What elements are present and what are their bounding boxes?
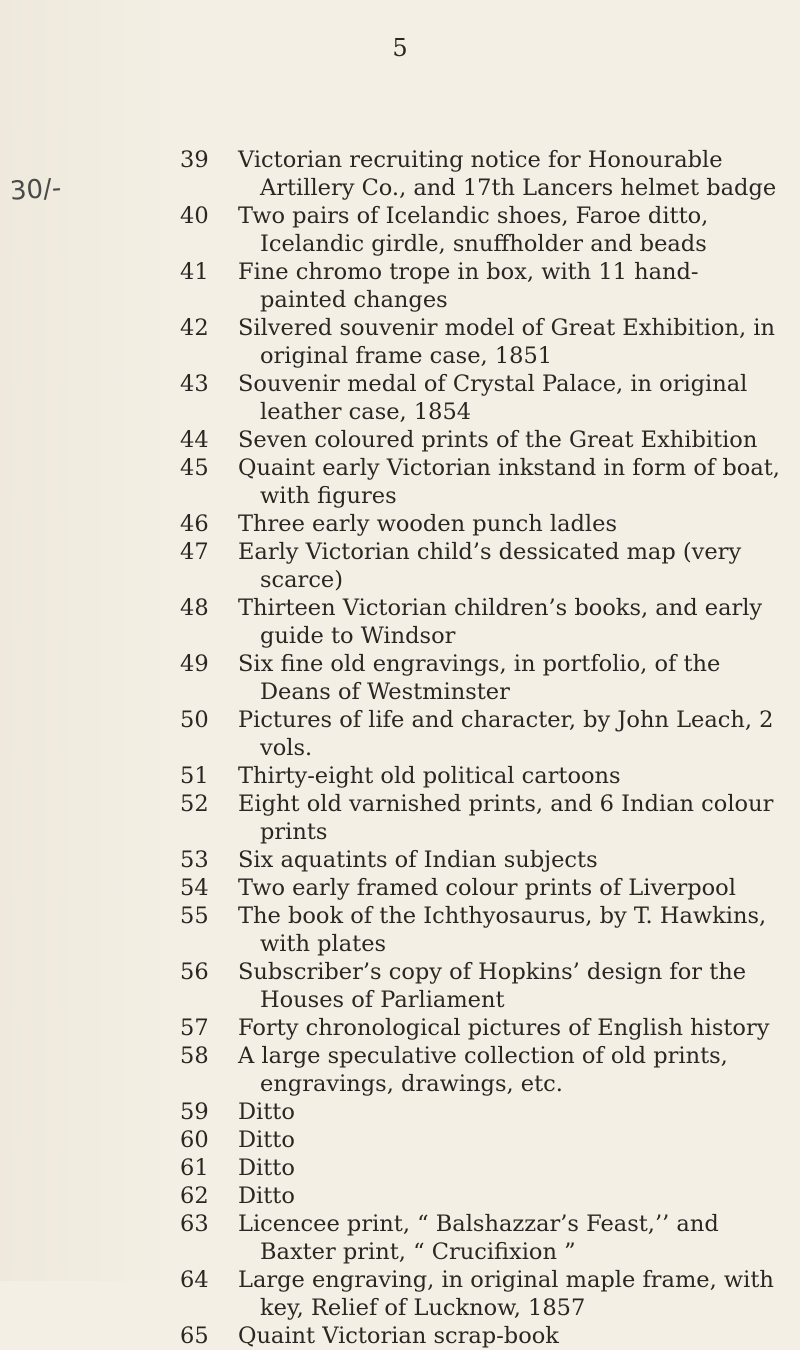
lot-number: 51 <box>180 763 209 789</box>
lot-number: 46 <box>180 511 209 537</box>
lot-entry <box>180 538 780 594</box>
lot-entry <box>180 1182 780 1210</box>
lot-description: A large speculative collection of old prints, engravings, drawings, etc. <box>238 1043 728 1097</box>
lot-entry <box>180 510 780 538</box>
lot-description: Victorian recruiting notice for Honourable Artillery Co., and 17th Lancers helmet badge <box>238 147 777 201</box>
lot-number: 52 <box>180 791 209 817</box>
lot-description: Licencee print, “ Balshazzar’s Feast,’’ and Baxter print, “ Crucifixion ” <box>238 1211 719 1265</box>
lot-entry <box>180 846 780 874</box>
lot-entry <box>180 706 780 762</box>
lot-description: Ditto <box>238 1183 295 1209</box>
lot-description: Eight old varnished prints, and 6 Indian colour prints <box>238 791 774 845</box>
lot-entry <box>180 202 780 258</box>
lot-description: Early Victorian child’s dessicated map (very scarce) <box>238 539 742 593</box>
lot-entry <box>180 1154 780 1182</box>
lot-number: 62 <box>180 1183 209 1209</box>
lot-number: 42 <box>180 315 209 341</box>
lot-number: 64 <box>180 1267 209 1293</box>
lot-entry <box>180 258 780 314</box>
lot-entry <box>180 1210 780 1266</box>
lot-description: Quaint early Victorian inkstand in form of boat, with figures <box>238 455 780 509</box>
lot-description: Silvered souvenir model of Great Exhibition, in original frame case, 1851 <box>238 315 775 369</box>
lot-number: 56 <box>180 959 209 985</box>
lot-entry <box>180 790 780 846</box>
lot-entry <box>180 874 780 902</box>
lot-entry <box>180 1126 780 1154</box>
lot-description: Two early framed colour prints of Liverpool <box>238 875 736 901</box>
lot-description: Souvenir medal of Crystal Palace, in original leather case, 1854 <box>238 371 748 425</box>
lot-entry <box>180 454 780 510</box>
lot-description: Two pairs of Icelandic shoes, Faroe ditto, Icelandic girdle, snuffholder and beads <box>238 203 709 257</box>
lot-list <box>180 146 780 1350</box>
lot-number: 57 <box>180 1015 209 1041</box>
lot-description: Six aquatints of Indian subjects <box>238 847 598 873</box>
lot-description: Ditto <box>238 1099 295 1125</box>
lot-entry <box>180 1266 780 1322</box>
lot-number: 47 <box>180 539 209 565</box>
lot-description: Thirty-eight old political cartoons <box>238 763 621 789</box>
lot-entry <box>180 426 780 454</box>
lot-entry <box>180 1042 780 1098</box>
lot-number: 40 <box>180 203 209 229</box>
lot-description: Six fine old engravings, in portfolio, of the Deans of Westminster <box>238 651 721 705</box>
lot-description: Subscriber’s copy of Hopkins’ design for the Houses of Parliament <box>238 959 747 1013</box>
lot-entry <box>180 1098 780 1126</box>
handwritten-annotation: 30/- <box>9 173 63 207</box>
lot-number: 60 <box>180 1127 209 1153</box>
lot-description: Pictures of life and character, by John Leach, 2 vols. <box>238 707 774 761</box>
lot-number: 41 <box>180 259 209 285</box>
lot-description: Forty chronological pictures of English history <box>238 1015 770 1041</box>
lot-number: 45 <box>180 455 209 481</box>
lot-entry <box>180 1322 780 1350</box>
lot-number: 48 <box>180 595 209 621</box>
lot-entry <box>180 146 780 202</box>
lot-entry <box>180 1014 780 1042</box>
lot-number: 61 <box>180 1155 209 1181</box>
lot-description: Ditto <box>238 1127 295 1153</box>
lot-number: 54 <box>180 875 209 901</box>
lot-description: The book of the Ichthyosaurus, by T. Hawkins, with plates <box>238 903 767 957</box>
lot-entry <box>180 314 780 370</box>
lot-description: Ditto <box>238 1155 295 1181</box>
lot-number: 63 <box>180 1211 209 1237</box>
lot-description: Three early wooden punch ladles <box>238 511 617 537</box>
lot-number: 50 <box>180 707 209 733</box>
page-number: 5 <box>392 34 408 62</box>
lot-description: Seven coloured prints of the Great Exhibition <box>238 427 758 453</box>
lot-entry <box>180 650 780 706</box>
lot-entry <box>180 370 780 426</box>
lot-entry <box>180 902 780 958</box>
lot-number: 55 <box>180 903 209 929</box>
lot-number: 43 <box>180 371 209 397</box>
lot-entry <box>180 594 780 650</box>
lot-description: Thirteen Victorian children’s books, and early guide to Windsor <box>238 595 763 649</box>
lot-number: 39 <box>180 147 209 173</box>
lot-number: 58 <box>180 1043 209 1069</box>
lot-description: Large engraving, in original maple frame, with key, Relief of Lucknow, 1857 <box>238 1267 774 1321</box>
lot-number: 65 <box>180 1323 209 1349</box>
lot-number: 44 <box>180 427 209 453</box>
lot-number: 53 <box>180 847 209 873</box>
lot-entry <box>180 958 780 1014</box>
lot-number: 59 <box>180 1099 209 1125</box>
lot-entry <box>180 762 780 790</box>
lot-number: 49 <box>180 651 209 677</box>
lot-description: Quaint Victorian scrap-book <box>238 1323 559 1349</box>
lot-description: Fine chromo trope in box, with 11 hand-painted changes <box>238 259 699 313</box>
